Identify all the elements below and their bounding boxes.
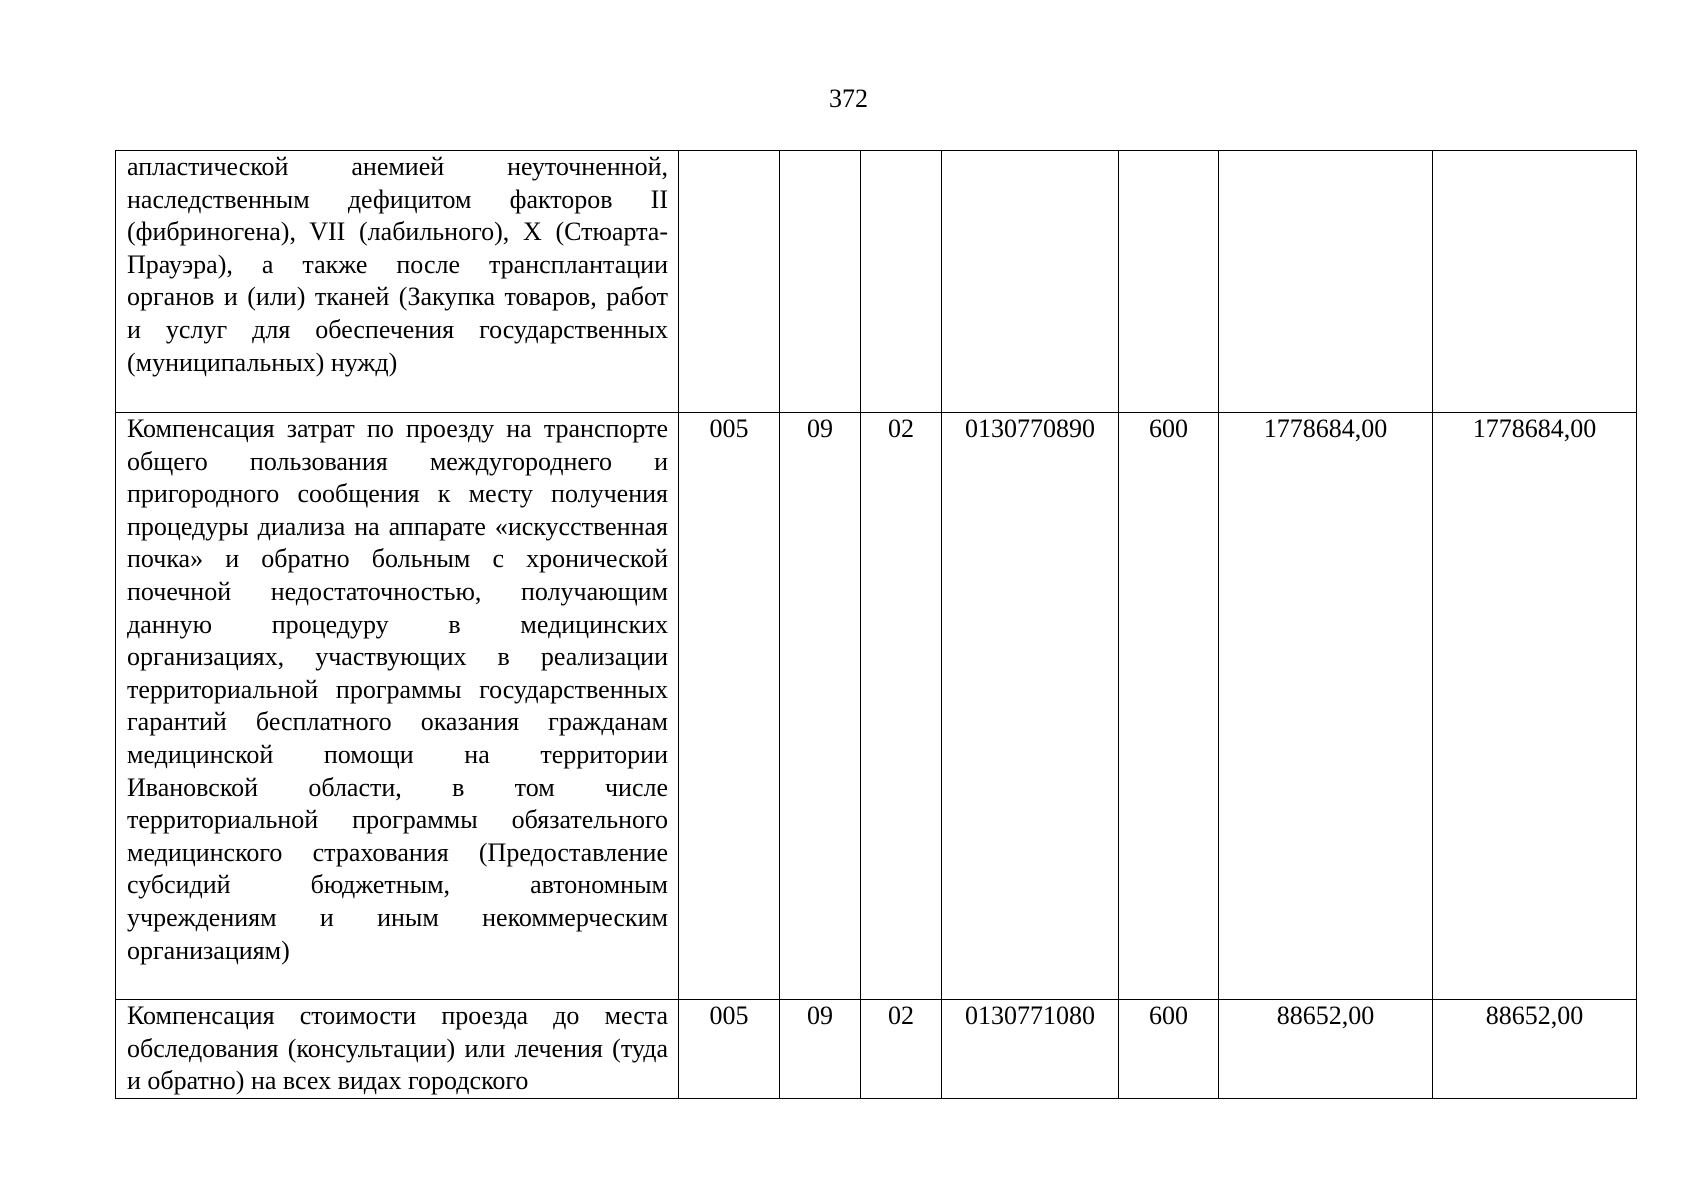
row-description: апластической анемией неуточненной, наследственным дефицитом факторов II (фибриногена), VII (лабильного), X (Стюарта-Прауэра), а также после трансплантации органов и (или) тканей (Закупка товаров, работ и услуг для обеспечения государственных (муниципальных) нужд) bbox=[116, 151, 679, 413]
section-code: 09 bbox=[780, 1000, 861, 1099]
target-article-code: 0130770890 bbox=[942, 413, 1119, 1000]
amount-year-2 bbox=[1433, 151, 1637, 413]
ministry-code: 005 bbox=[679, 413, 780, 1000]
table-row bbox=[116, 413, 1637, 1000]
section-code: 09 bbox=[780, 413, 861, 1000]
ministry-code: 005 bbox=[679, 1000, 780, 1099]
amount-year-2: 1778684,00 bbox=[1433, 413, 1637, 1000]
page-number: 372 bbox=[829, 84, 868, 113]
subsection-code: 02 bbox=[861, 413, 942, 1000]
expense-type-code: 600 bbox=[1119, 1000, 1219, 1099]
amount-year-1: 1778684,00 bbox=[1219, 413, 1433, 1000]
amount-year-1 bbox=[1219, 151, 1433, 413]
row-description: Компенсация стоимости проезда до места обследования (консультации) или лечения (туда и обратно) на всех видах городского bbox=[116, 1000, 679, 1099]
section-code bbox=[780, 151, 861, 413]
target-article-code bbox=[942, 151, 1119, 413]
amount-year-1: 88652,00 bbox=[1219, 1000, 1433, 1099]
ministry-code bbox=[679, 151, 780, 413]
target-article-code: 0130771080 bbox=[942, 1000, 1119, 1099]
subsection-code bbox=[861, 151, 942, 413]
table-row bbox=[116, 151, 1637, 413]
expense-type-code: 600 bbox=[1119, 413, 1219, 1000]
amount-year-2: 88652,00 bbox=[1433, 1000, 1637, 1099]
expense-type-code bbox=[1119, 151, 1219, 413]
subsection-code: 02 bbox=[861, 1000, 942, 1099]
budget-table bbox=[115, 150, 1637, 1099]
table-row bbox=[116, 1000, 1637, 1099]
row-description: Компенсация затрат по проезду на транспорте общего пользования междугороднего и пригородного сообщения к месту получения процедуры диализа на аппарате «искусственная почка» и обратно больным с хронической почечной недостаточностью, получающим данную процедуру в медицинских организациях, участвующих в реализации территориальной программы государственных гарантий бесплатного оказания гражданам медицинской помощи на территории Ивановской области, в том числе территориальной программы обязательного медицинского страхования (Предоставление субсидий бюджетным, автономным учреждениям и иным некоммерческим организациям) bbox=[116, 413, 679, 1000]
